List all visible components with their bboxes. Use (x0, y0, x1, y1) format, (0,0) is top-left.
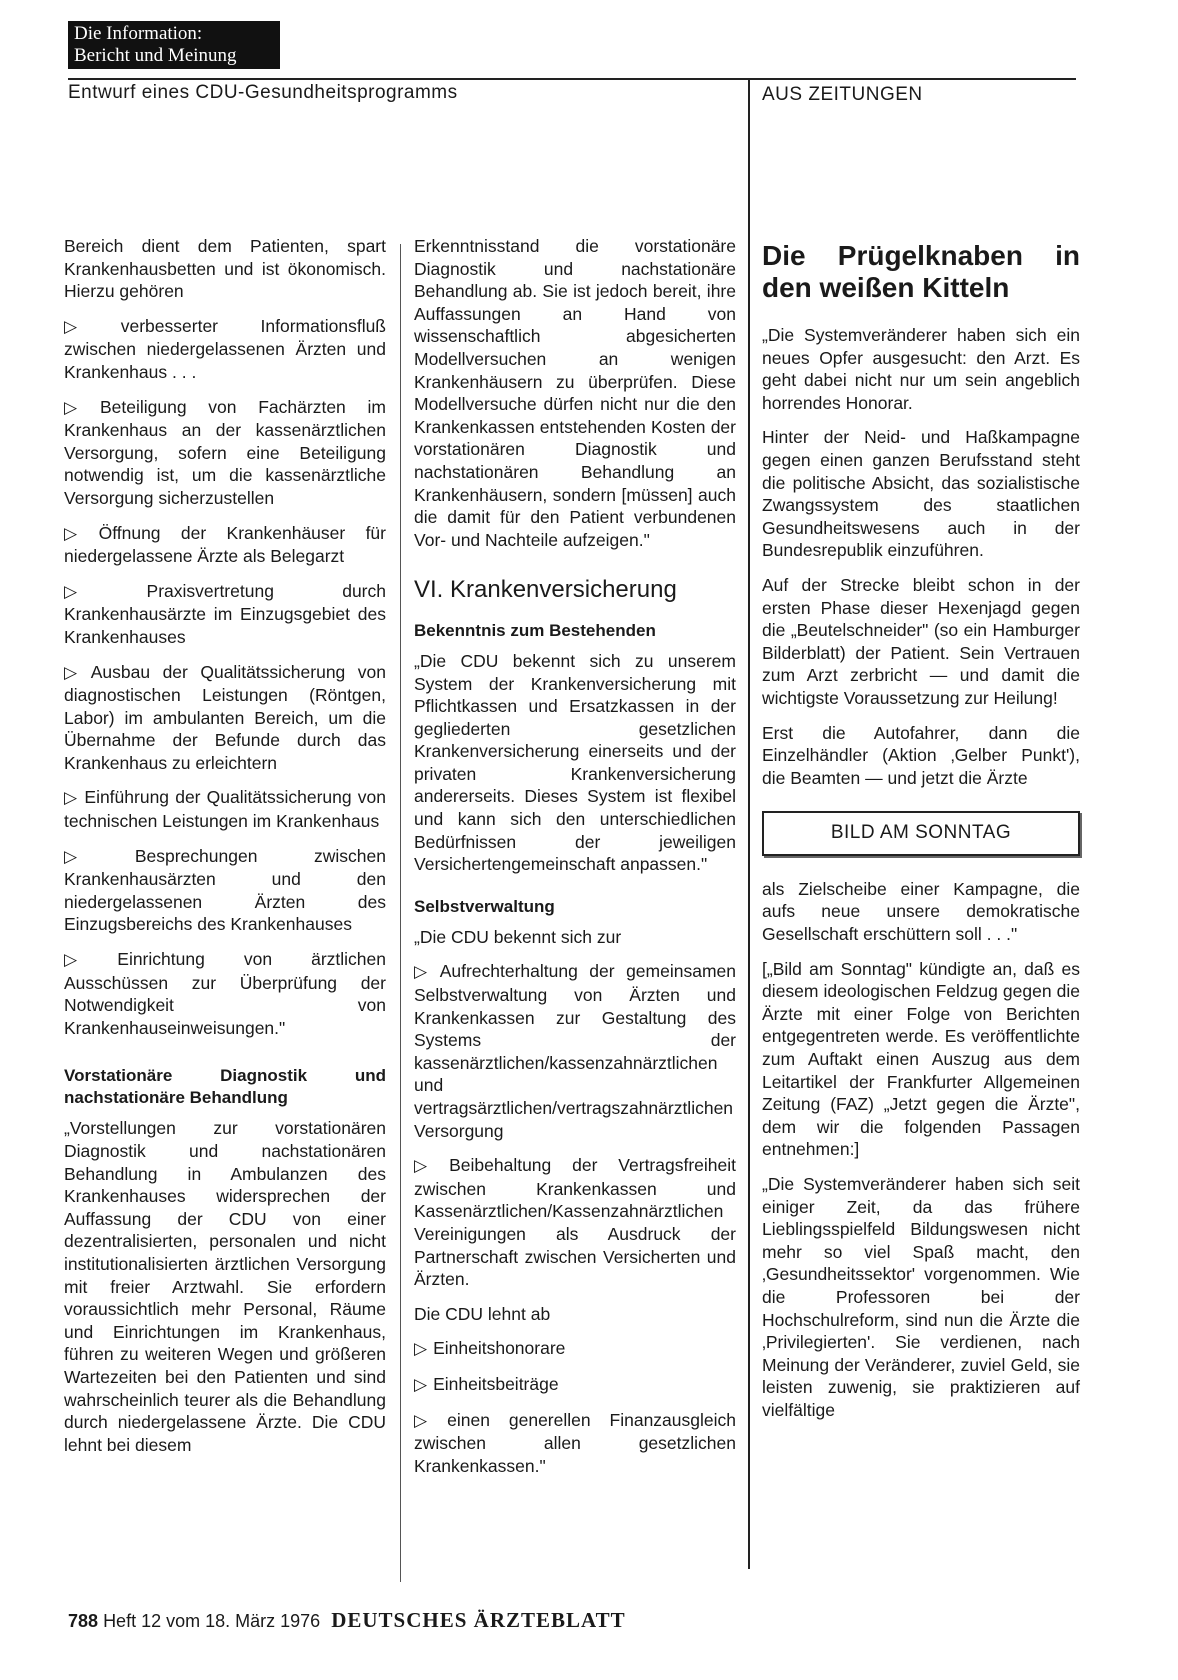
source-box: BILD AM SONNTAG (762, 811, 1080, 856)
paragraph: Die CDU lehnt ab (414, 1303, 551, 1324)
subheading: Vorstationäre Diagnostik und nachstationäre Behandlung (64, 1066, 386, 1108)
column-divider-right (748, 79, 750, 1569)
list-item: ▷ einen generellen Finanzausgleich zwischen allen gesetzlichen Krankenkassen." (414, 1409, 736, 1476)
list-item: ▷ Einheitsbeiträge (414, 1373, 559, 1394)
triangle-bullet-icon: ▷ (64, 788, 79, 808)
list-item: ▷ Beteiligung von Fachärzten im Krankenhaus an der kassenärztlichen Versorgung, sofern eine Beteiligung notwendig ist, um die kassenärztliche Versorgung sicherzustellen (64, 396, 386, 508)
column-3 (762, 240, 1080, 1434)
section-badge (68, 21, 280, 69)
section-heading: VI. Krankenversicherung (414, 576, 677, 604)
paragraph: „Die CDU bekennt sich zu unserem System der Krankenversicherung mit Pflichtkassen und Ersatzkassen in der gegliederten gesetzlichen Krankenversicherung einerseits und der privaten Krankenversicherung andererseits. Dieses System ist flexibel und kann sich den unterschiedlichen Bedürfnissen der jeweiligen Versichertengemeinschaft anpassen." (414, 650, 736, 875)
paragraph: Bereich dient dem Patienten, spart Krankenhausbetten und ist ökonomisch. Hierzu gehören (64, 236, 386, 302)
article-headline: Die Prügelknaben in den weißen Kitteln (762, 240, 1080, 303)
triangle-bullet-icon: ▷ (64, 397, 94, 417)
magazine-name: DEUTSCHES ÄRZTEBLATT (331, 1608, 626, 1632)
triangle-bullet-icon: ▷ (64, 523, 93, 543)
right-rubric: AUS ZEITUNGEN (762, 84, 923, 105)
paragraph: „Die Systemveränderer haben sich seit einiger Zeit, da das frühere Lieblingsspielfeld Bildungswesen nicht mehr so viel Spaß macht, den ‚Gesundheitssektor' vorgenommen. Wie die Professoren bei der Hochschulreform, sind nun die Ärzte die ‚Privilegierten'. Sie verdienen, nach Meinung der Veränderer, zuviel Geld, sie leisten zuwenig, sie praktizieren auf vielfältige (762, 1174, 1080, 1420)
paragraph: „Vorstellungen zur vorstationären Diagnostik und nachstationären Behandlung in Ambulanzen des Krankenhauses widersprechen der Auffassung der CDU von einer dezentralisierten, personalen und nicht institutionalisierten ärztlichen Versorgung mit freier Arztwahl. Sie erfordern voraussichtlich mehr Personal, Räume und Einrichtungen im Krankenhaus, führen zu weiteren Wegen und größeren Wartezeiten bei den Patienten und sind wahrscheinlich teurer als die Behandlung durch niedergelassene Ärzte. Die CDU lehnt bei diesem (64, 1118, 386, 1455)
triangle-bullet-icon: ▷ (414, 1374, 428, 1394)
list-item: ▷ Praxisvertretung durch Krankenhausärzte im Einzugsgebiet des Krankenhauses (64, 580, 386, 647)
triangle-bullet-icon: ▷ (64, 581, 141, 601)
triangle-bullet-icon: ▷ (414, 1339, 428, 1359)
subheading: Bekenntnis zum Bestehenden (414, 620, 656, 640)
list-item: ▷ Öffnung der Krankenhäuser für niedergelassene Ärzte als Belegarzt (64, 522, 386, 567)
column-1 (64, 235, 386, 1468)
list-item: ▷ Einführung der Qualitätssicherung von technischen Leistungen im Krankenhaus (64, 787, 386, 832)
triangle-bullet-icon: ▷ (64, 662, 85, 682)
list-item: ▷ Besprechungen zwischen Krankenhausärzten und den niedergelassenen Ärzten des Einzugsbereichs des Krankenhauses (64, 845, 387, 935)
paragraph: „Die Systemveränderer haben sich ein neues Opfer ausgesucht: den Arzt. Es geht dabei nicht nur um sein angeblich horrendes Honorar. (762, 325, 1080, 413)
paragraph: als Zielscheibe einer Kampagne, die aufs neue unsere demokratische Gesellschaft erschüttern soll . . ." (762, 878, 1080, 945)
badge-line-2: Bericht und Meinung (74, 45, 237, 66)
column-divider-left (400, 244, 401, 1582)
triangle-bullet-icon: ▷ (64, 950, 112, 970)
list-item: ▷ Ausbau der Qualitätssicherung von diagnostischen Leistungen (Röntgen, Labor) im ambulanten Bereich, um die Übernahme der Befunde durch das Krankenhaus zu erleichtern (64, 661, 387, 773)
list-item: ▷ Einrichtung von ärztlichen Ausschüssen zur Überprüfung der Notwendigkeit von Krankenhauseinweisungen." (64, 949, 387, 1038)
list-item: ▷ Einheitshonorare (414, 1338, 566, 1359)
issue-info: Heft 12 vom 18. März 1976 (103, 1611, 321, 1631)
list-item: ▷ Beibehaltung der Vertragsfreiheit zwischen Krankenkassen und Kassenärztlichen/Kassenzahnärztlichen Vereinigungen als Ausdruck der Partnerschaft zwischen Versicherten und Ärzten. (414, 1155, 737, 1290)
column-2 (414, 235, 736, 1489)
list-item: ▷ verbesserter Informationsfluß zwischen niedergelassenen Ärzten und Krankenhaus . . . (64, 315, 386, 382)
list-item: ▷ Aufrechterhaltung der gemeinsamen Selbstverwaltung von Ärzten und Krankenkassen zur Gestaltung des Systems der kassenärztlichen/kassenzahnärztlichen und vertragsärztlichen/vertragszahnärztlichen Versorgung (414, 961, 736, 1141)
triangle-bullet-icon: ▷ (414, 962, 434, 982)
left-rubric: Entwurf eines CDU-Gesundheitsprogramms (68, 82, 458, 103)
badge-line-1: Die Information: (74, 23, 203, 44)
triangle-bullet-icon: ▷ (414, 1410, 442, 1430)
paragraph: [„Bild am Sonntag" kündigte an, daß es diesem ideologischen Feldzug gegen die Ärzte mit einer Folge von Berichten entgegentreten werde. Es veröffentlichte zum Auftakt einen Auszug aus dem Leitartikel der Frankfurter Allgemeinen Zeitung (FAZ) „Jetzt gegen die Ärzte", dem wir die folgenden Passagen entnehmen:] (762, 958, 1080, 1160)
subheading: Selbstverwaltung (414, 896, 555, 916)
page-number: 788 (68, 1611, 99, 1631)
triangle-bullet-icon: ▷ (414, 1156, 444, 1176)
paragraph: Erst die Autofahrer, dann die Einzelhändler (Aktion ‚Gelber Punkt'), die Beamten — und jetzt die Ärzte (762, 722, 1080, 788)
triangle-bullet-icon: ▷ (64, 846, 129, 866)
paragraph: Auf der Strecke bleibt schon in der ersten Phase dieser Hexenjagd gegen die „Beutelschneider" (so ein Hamburger Bilderblatt) der Patient. Sein Vertrauen zum Arzt zerbricht — und damit die wichtigste Voraussetzung zur Heilung! (762, 574, 1080, 708)
paragraph: Hinter der Neid- und Haßkampagne gegen einen ganzen Berufsstand steht die politische Absicht, das sozialistische Zwangssystem des staatlichen Gesundheitswesens auch in der Bundesrepublik einzuführen. (762, 427, 1080, 561)
header-rule (68, 78, 1076, 80)
paragraph: Erkenntnisstand die vorstationäre Diagnostik und nachstationäre Behandlung ab. Sie ist jedoch bereit, ihre Auffassungen an Hand von wissenschaftlich abgesicherten Modellversuchen an wenigen Krankenhäusern zu überprüfen. Diese Modellversuche dürfen nicht nur die den Krankenkassen entstehenden Kosten der vorstationären Diagnostik und nachstationären Behandlung an Krankenhäusern, sondern [müssen] auch die damit für den Patient verbundenen Vor- und Nachteile aufzeigen." (414, 236, 736, 550)
triangle-bullet-icon: ▷ (64, 316, 115, 336)
footer (68, 1608, 626, 1633)
paragraph: „Die CDU bekennt sich zur (414, 926, 622, 947)
